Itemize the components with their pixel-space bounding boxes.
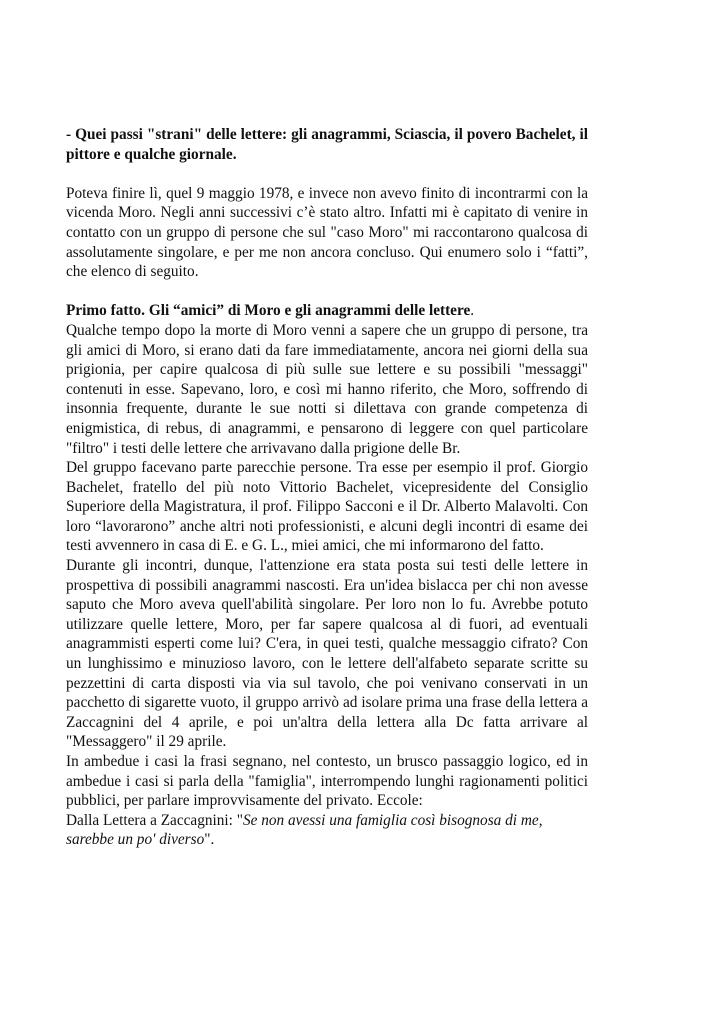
body-paragraph-1: Qualche tempo dopo la morte di Moro venni a sapere che un gruppo di persone, tra gli amici di Moro, si erano dati da fare immediatamente, ancora nei giorni della sua prigionia, per capire qualcosa di più sulle sue lettere e su possibili "messaggi" contenuti in esse. Sapevano, loro, e così mi hanno riferito, che Moro, soffrendo di insonnia frequente, durante le sue notti si dilettava con grande competenza di enigmistica, di rebus, di anagrammi, e pensarono di leggere con quel particolare "filtro" i testi delle lettere che arrivavano dalla prigione delle Br. — [66, 321, 588, 457]
quote-paragraph — [66, 811, 588, 850]
body-paragraph-2: Del gruppo facevano parte parecchie persone. Tra esse per esempio il prof. Giorgio Bachelet, fratello del più noto Vittorio Bachelet, vicepresidente del Consiglio Superiore della Magistratura, il prof. Filippo Sacconi e il Dr. Alberto Malavolti. Con loro “lavorarono” anche altri noti professionisti, e alcuni degli incontri di esame dei testi avvennero in casa di E. e G. L., miei amici, che mi informarono del fatto. — [66, 459, 588, 555]
intro-paragraph: Poteva finire lì, quel 9 maggio 1978, e invece non avevo finito di incontrarmi con la vicenda Moro. Negli anni successivi c’è stato altro. Infatti mi è capitato di venire in contatto con un gruppo di persone che sul "caso Moro" mi raccontarono qualcosa di assolutamente singolare, e per me non ancora concluso. Qui enumero solo i “fatti”, che elenco di seguito. — [66, 184, 588, 281]
body-paragraph-4: In ambedue i casi la frasi segnano, nel contesto, un brusco passaggio logico, ed in ambedue i casi si parla della "famiglia", interrompendo lunghi ragionamenti politici pubblici, per parlare improvvisamente del privato. Eccole: — [66, 753, 588, 810]
quote-prefix: Dalla Lettera a Zaccagnini: " — [66, 811, 243, 829]
document-page — [66, 125, 588, 850]
quote-text: Se non avessi una famiglia così bisognosa di me, sarebbe un po' diverso — [66, 811, 543, 849]
section-title — [66, 301, 588, 321]
spacer — [66, 282, 588, 302]
body-paragraph-3: Durante gli incontri, dunque, l'attenzione era stata posta sui testi delle lettere in prospettiva di possibili anagrammi nascosti. Era un'idea bislacca per chi non avesse saputo che Moro aveva quell'abilità singolare. Per loro non lo fu. Avrebbe potuto utilizzare quelle lettere, Moro, per far sapere qualcosa al di fuori, ad eventuali anagrammisti esperti come lui? C'era, in quei testi, qualche messaggio cifrato? Con un lunghissimo e minuzioso lavoro, con le lettere dell'alfabeto separate scritte su pezzettini di carta disposti via via sul tavolo, che poi venivano conservati in un pacchetto di sigarette vuoto, il gruppo arrivò ad isolare prima una frase della lettera a Zaccagnini del 4 aprile, e poi un'altra della lettera alla Dc fatta arrivare al "Messaggero" il 29 aprile. — [66, 557, 588, 751]
section-title-text: Primo fatto. Gli “amici” di Moro e gli anagrammi delle lettere — [66, 302, 471, 320]
quote-suffix: ". — [204, 831, 215, 849]
section-title-period: . — [470, 302, 475, 320]
spacer — [66, 164, 588, 184]
section-heading: - Quei passi "strani" delle lettere: gli anagrammi, Sciascia, il povero Bachelet, il pittore e qualche giornale. — [66, 126, 588, 163]
